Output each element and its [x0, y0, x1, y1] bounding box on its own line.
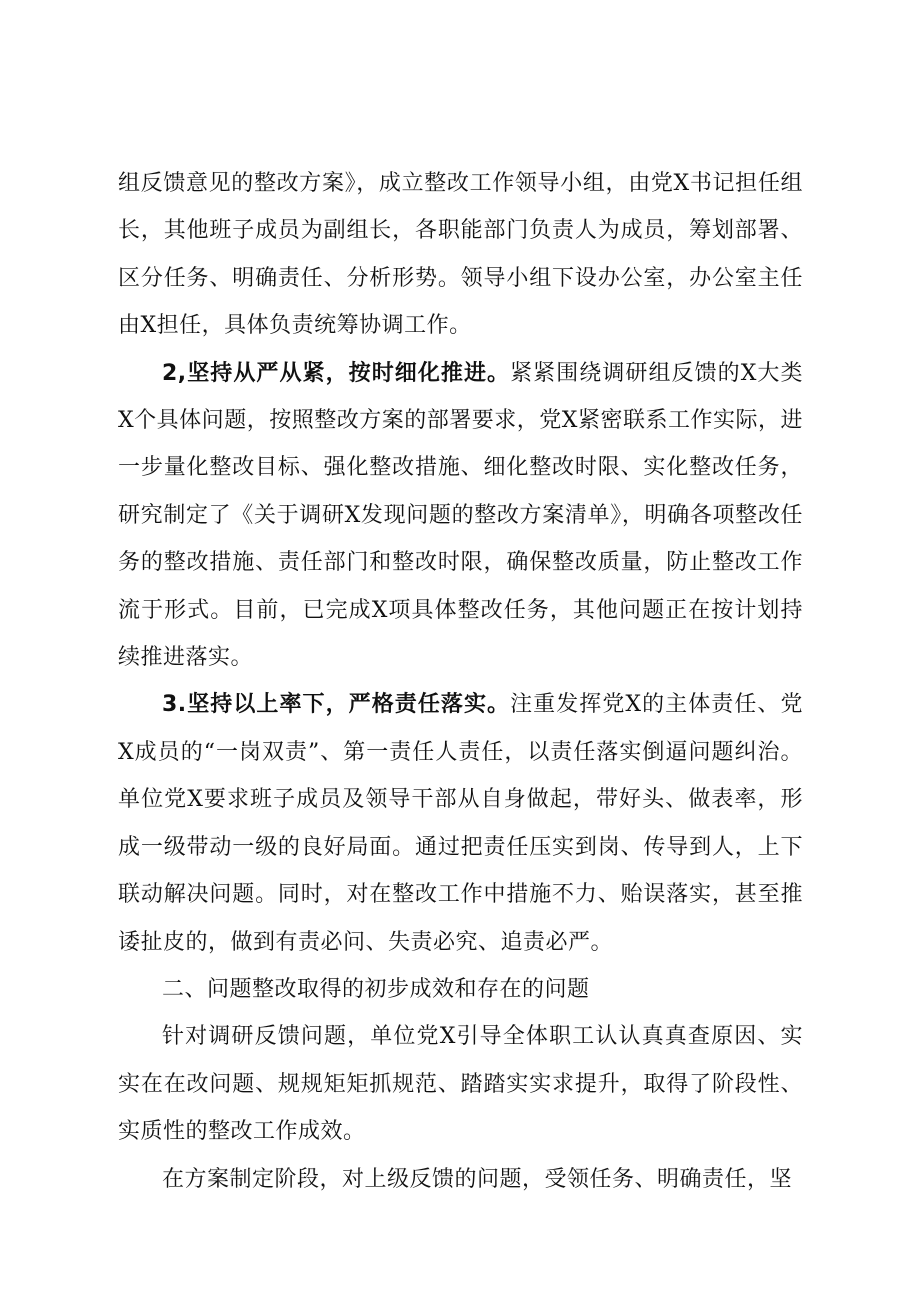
- paragraph-plan-stage: [118, 1156, 803, 1203]
- section-2-heading: [118, 966, 803, 1013]
- item-2-heading: 2,坚持从严从紧，按时细化推进。: [162, 360, 511, 386]
- item-2-body: 紧紧围绕调研组反馈的X大类X个具体问题，按照整改方案的部署要求，党X紧密联系工作实际，进一步量化整改目标、强化整改措施、细化整改时限、实化整改任务，研究制定了《关于调研X发现问题的整改方案清单》，明确各项整改任务的整改措施、责任部门和整改时限，确保整改质量，防止整改工作流于形式。目前，已完成X项具体整改任务，其他问题正在按计划持续推进落实。: [118, 360, 803, 671]
- paragraph-item-3: [118, 681, 803, 965]
- document-body: [118, 160, 803, 1203]
- paragraph-text: 组反馈意见的整改方案》，成立整改工作领导小组，由党X书记担任组长，其他班子成员为副组长，各职能部门负责人为成员，筹划部署、区分任务、明确责任、分析形势。领导小组下设办公室，办公室主任由X担任，具体负责统筹协调工作。: [118, 171, 803, 339]
- item-3-heading: 3.坚持以上率下，严格责任落实。: [162, 692, 511, 718]
- paragraph-results-text: 针对调研反馈问题，单位党X引导全体职工认认真真查原因、实实在在改问题、规规矩矩抓规范、踏踏实实求提升，取得了阶段性、实质性的整改工作成效。: [118, 1024, 803, 1145]
- section-2-heading-text: 二、问题整改取得的初步成效和存在的问题: [162, 976, 590, 1002]
- item-3-body: 注重发挥党X的主体责任、党X成员的“一岗双责”、第一责任人责任，以责任落实倒逼问题纠治。单位党X要求班子成员及领导干部从自身做起，带好头、做表率，形成一级带动一级的良好局面。通过把责任压实到岗、传导到人，上下联动解决问题。同时，对在整改工作中措施不力、贻误落实，甚至推诿扯皮的，做到有责必问、失责必究、追责必严。: [118, 692, 803, 955]
- paragraph-item-2: [118, 350, 803, 682]
- paragraph-plan-stage-text: 在方案制定阶段，对上级反馈的问题，受领任务、明确责任，坚: [162, 1166, 793, 1192]
- paragraph-continuation: [118, 160, 803, 350]
- paragraph-results: [118, 1013, 803, 1155]
